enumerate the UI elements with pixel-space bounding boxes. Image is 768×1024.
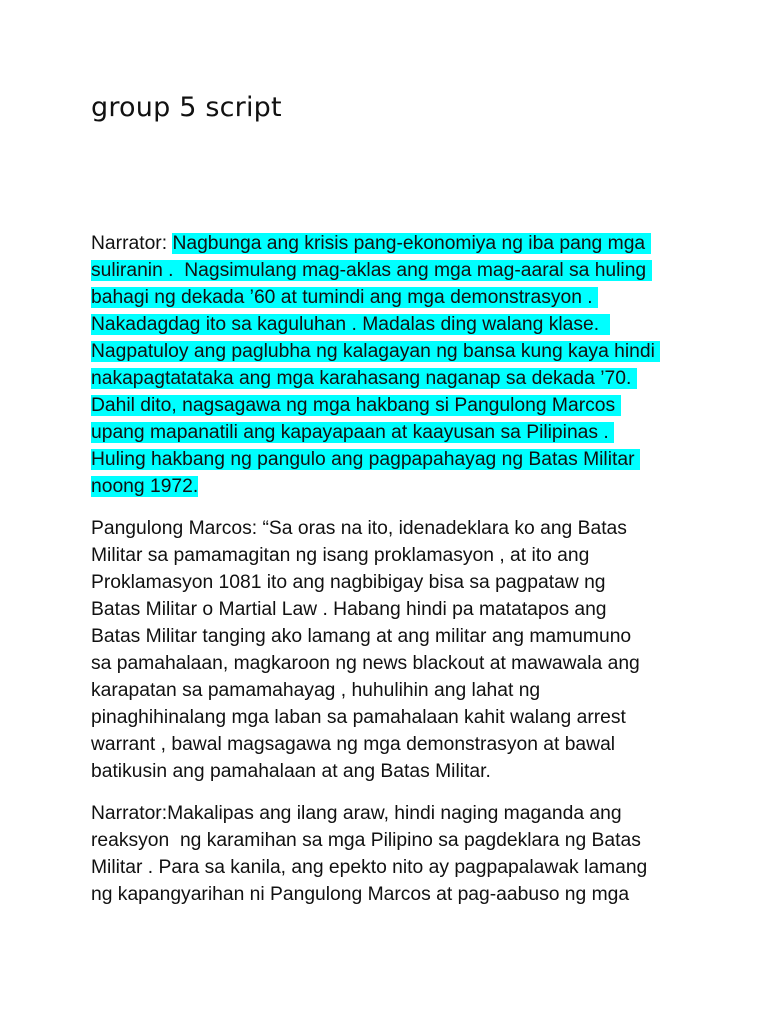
text-line — [91, 515, 691, 542]
highlighted-text: noong 1972. — [91, 476, 199, 497]
text-line — [91, 704, 691, 731]
paragraph-marcos-speech — [91, 515, 691, 785]
text-segment: warrant , bawal magsagawa ng mga demonstrasyon at bawal — [91, 734, 621, 755]
text-line — [91, 311, 691, 338]
text-segment: Batas Militar tanging ako lamang at ang militar ang mamumuno — [91, 626, 637, 647]
paragraph-narrator-intro — [91, 230, 691, 500]
text-line — [91, 473, 691, 500]
text-segment: Militar . Para sa kanila, ang epekto nito ay pagpapalawak lamang — [91, 857, 653, 878]
text-line — [91, 758, 691, 785]
text-line — [91, 569, 691, 596]
highlighted-text: Nakadagdag ito sa kaguluhan . Madalas ding walang klase. — [91, 314, 610, 335]
highlighted-text: Nagbunga ang krisis pang-ekonomiya ng iba pang mga — [172, 233, 651, 254]
text-line — [91, 392, 691, 419]
text-line — [91, 827, 691, 854]
text-line — [91, 623, 691, 650]
text-line — [91, 338, 691, 365]
text-line — [91, 650, 691, 677]
text-segment: karapatan sa pamamahayag , huhulihin ang lahat ng — [91, 680, 546, 701]
text-line — [91, 731, 691, 758]
text-segment: Proklamasyon 1081 ito ang nagbibigay bisa sa pagpataw ng — [91, 572, 611, 593]
text-segment: Narrator: — [91, 233, 173, 254]
text-line — [91, 881, 691, 908]
highlighted-text: nakapagtatataka ang mga karahasang naganap sa dekada ’70. — [91, 368, 637, 389]
highlighted-text: upang mapanatili ang kapayapaan at kaayusan sa Pilipinas . — [91, 422, 615, 443]
document-title: group 5 script — [91, 92, 282, 123]
highlighted-text: Huling hakbang ng pangulo ang pagpapahayag ng Batas Militar — [91, 449, 640, 470]
text-segment: pinaghihinalang mga laban sa pamahalaan kahit walang arrest — [91, 707, 632, 728]
text-segment: Pangulong Marcos: “Sa oras na ito, idenadeklara ko ang Batas — [91, 518, 633, 539]
text-segment: ng kapangyarihan ni Pangulong Marcos at pag-aabuso ng mga — [91, 884, 630, 905]
text-segment: reaksyon ng karamihan sa mga Pilipino sa pagdeklara ng Batas — [91, 830, 647, 851]
text-line — [91, 800, 691, 827]
text-line — [91, 419, 691, 446]
text-segment: Narrator:Makalipas ang ilang araw, hindi naging maganda ang — [91, 803, 627, 824]
text-line — [91, 230, 691, 257]
text-line — [91, 257, 691, 284]
text-line — [91, 284, 691, 311]
text-line — [91, 677, 691, 704]
text-segment: sa pamahalaan, magkaroon ng news blackout at mawawala ang — [91, 653, 646, 674]
highlighted-text: Dahil dito, nagsagawa ng mga hakbang si Pangulong Marcos — [91, 395, 621, 416]
highlighted-text: Nagpatuloy ang paglubha ng kalagayan ng bansa kung kaya hindi — [91, 341, 661, 362]
paragraph-narrator-reaction — [91, 800, 691, 908]
text-line — [91, 542, 691, 569]
highlighted-text: bahagi ng dekada ’60 at tumindi ang mga demonstrasyon . — [91, 287, 598, 308]
text-segment: Batas Militar o Martial Law . Habang hindi pa matatapos ang — [91, 599, 612, 620]
text-line — [91, 446, 691, 473]
text-segment: Militar sa pamamagitan ng isang proklamasyon , at ito ang — [91, 545, 595, 566]
highlighted-text: suliranin . Nagsimulang mag-aklas ang mga mag-aaral sa huling — [91, 260, 652, 281]
text-line — [91, 854, 691, 881]
text-segment: batikusin ang pamahalaan at ang Batas Militar. — [91, 761, 491, 782]
text-line — [91, 596, 691, 623]
text-line — [91, 365, 691, 392]
